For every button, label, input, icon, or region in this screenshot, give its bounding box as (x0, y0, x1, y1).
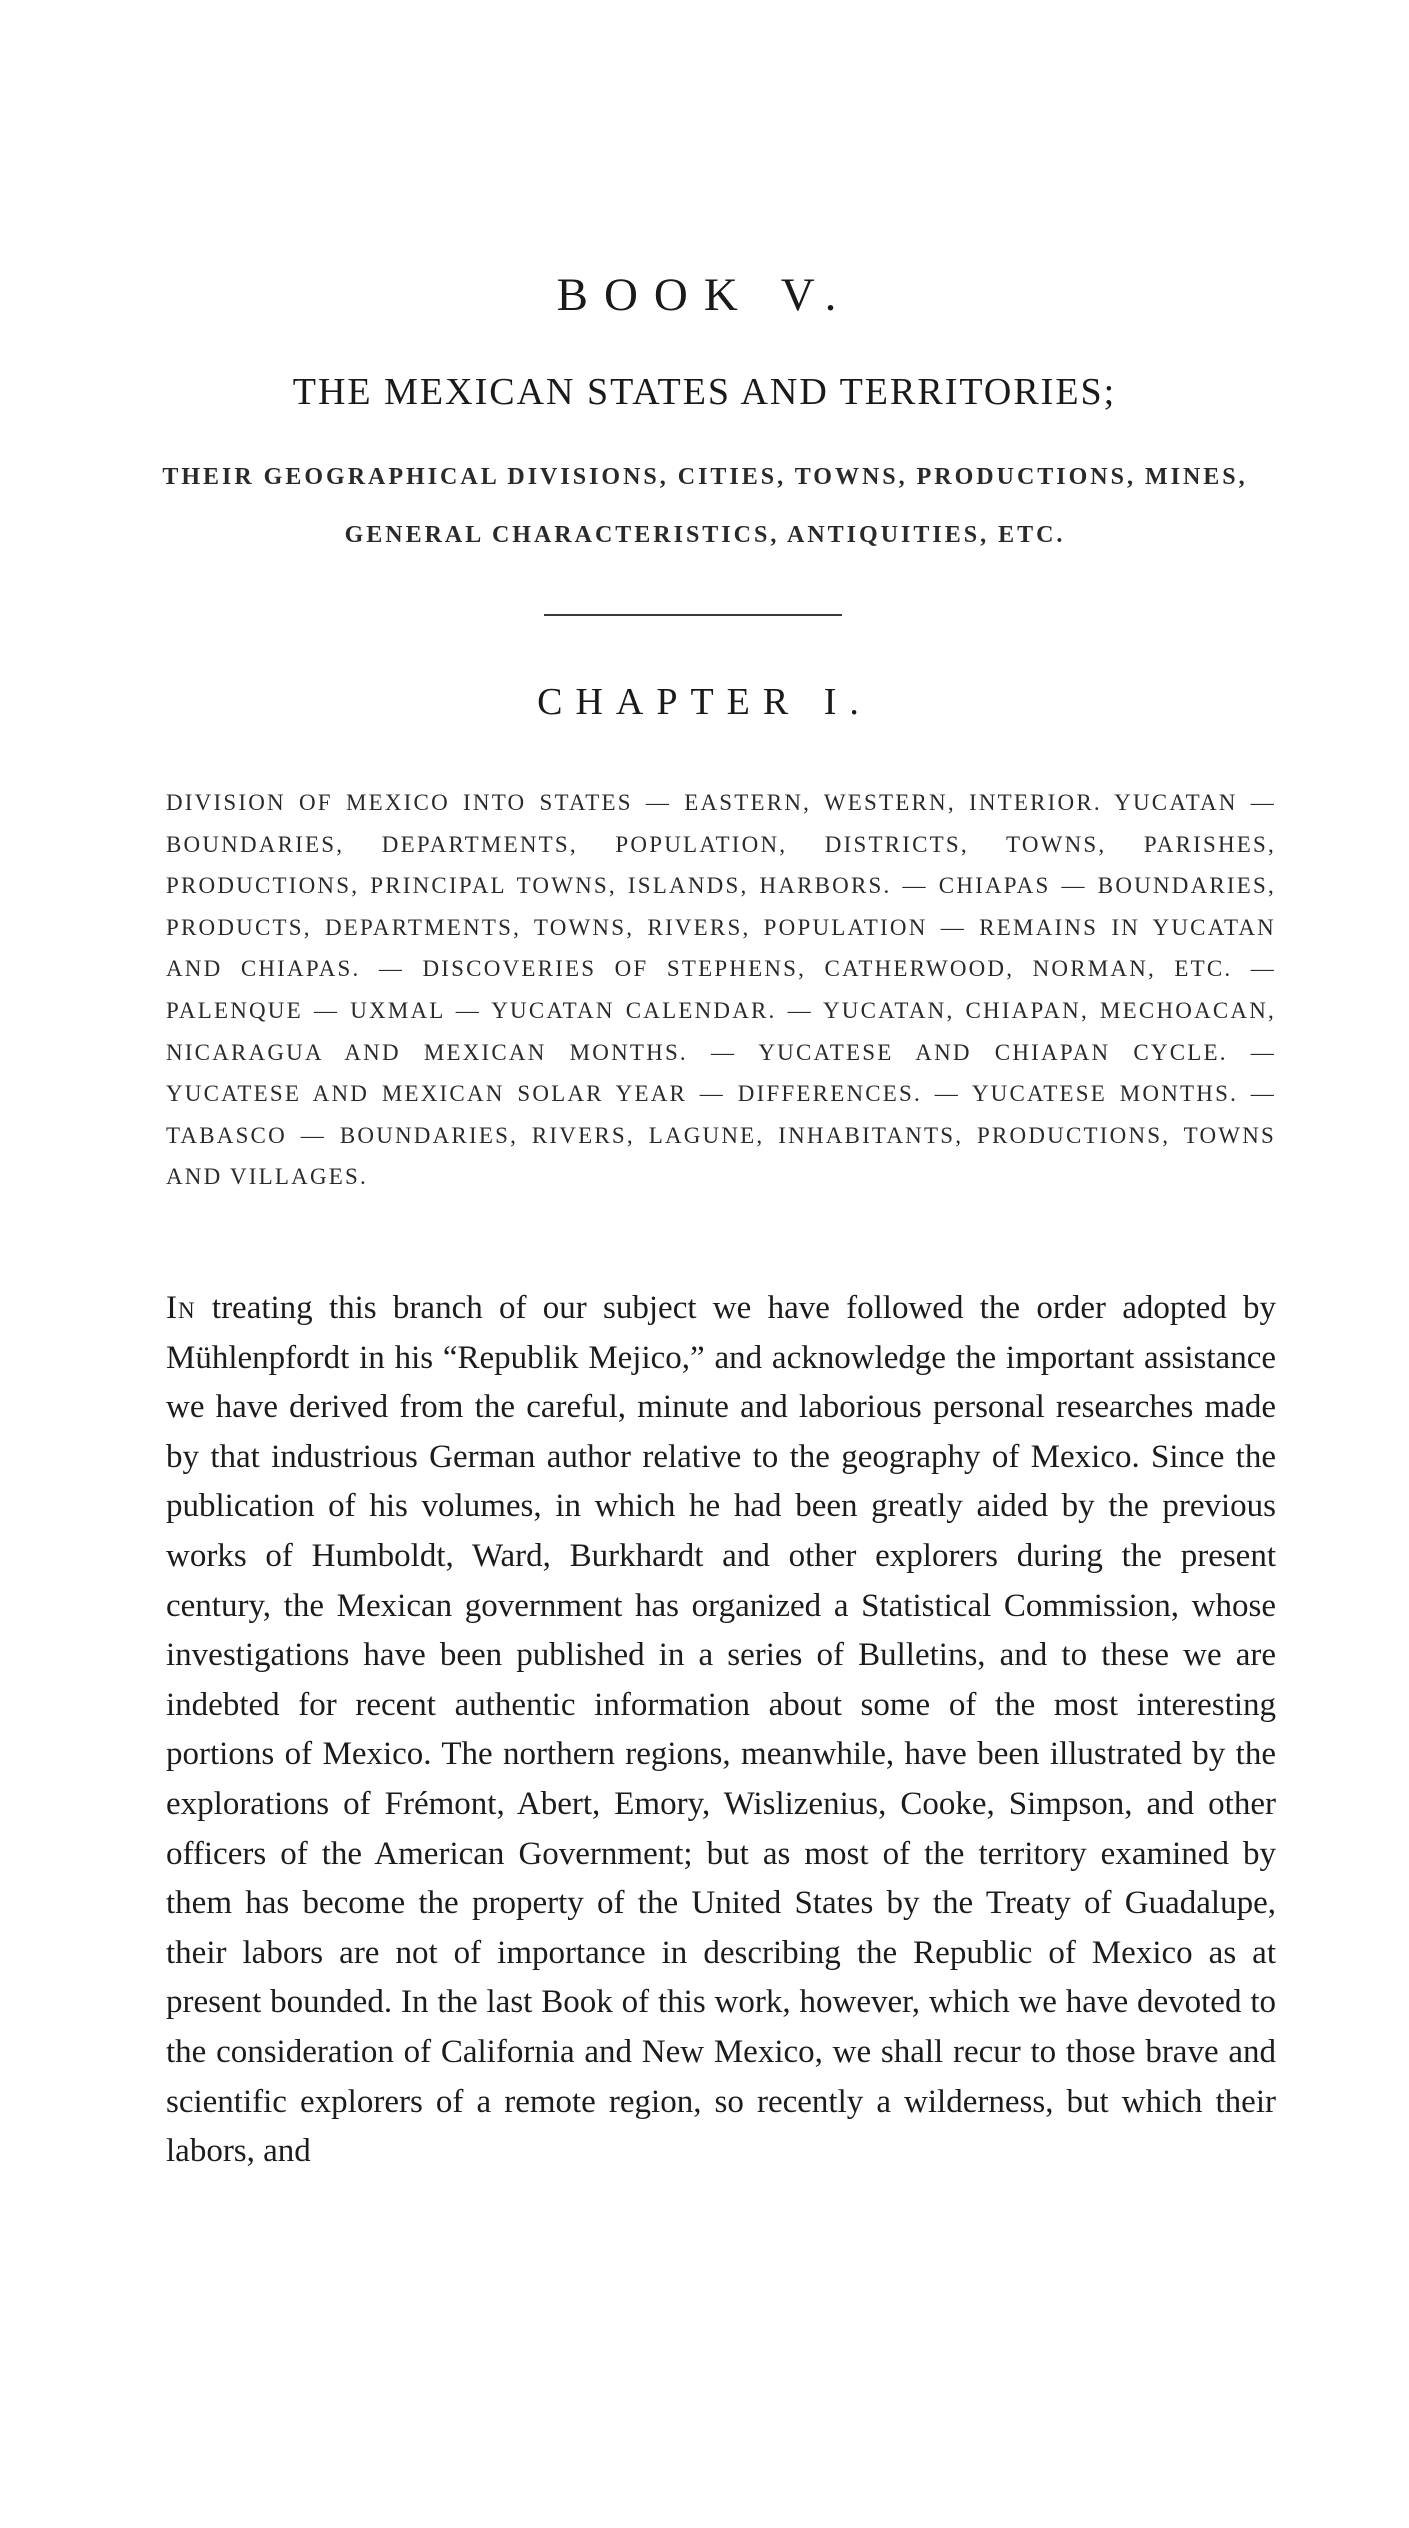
lead-word: In (166, 1290, 196, 1326)
chapter-title: CHAPTER I. (537, 681, 872, 723)
book-subtitle: THE MEXICAN STATES AND TERRITORIES; (292, 371, 1117, 413)
section-divider (544, 614, 842, 616)
book-title: BOOK V. (556, 269, 853, 321)
body-paragraph (166, 1284, 1276, 2177)
body-text: treating this branch of our subject we have followed the order adopted by Mühlenpfordt in his “Republik Mejico,” and acknowledge the important assistance we have derived from the careful, minute and laborious personal researches made by that industrious German author relative to the geography of Mexico. Since the publication of his volumes, in which he had been greatly aided by the previous works of Humboldt, Ward, Burkhardt and other explorers during the present century, the Mexican government has organized a Statistical Commission, whose investigations have been published in a series of Bulletins, and to these we are indebted for recent authentic information about some of the most interesting portions of Mexico. The northern regions, meanwhile, have been illustrated by the explorations of Frémont, Abert, Emory, Wislizenius, Cooke, Simpson, and other officers of the American Government; but as most of the territory examined by them has become the property of the United States by the Treaty of Guadalupe, their labors are not of importance in describing the Republic of Mexico as at present bounded. In the last Book of this work, however, which we have devoted to the consideration of California and New Mexico, we shall recur to those brave and scientific explorers of a remote region, so recently a wilderness, but which their labors, and (166, 1290, 1276, 2170)
book-summary: THEIR GEOGRAPHICAL DIVISIONS, CITIES, TOWNS, PRODUCTIONS, MINES, GENERAL CHARACTERISTICS, ANTIQUITIES, ETC. (162, 464, 1248, 548)
chapter-summary: DIVISION OF MEXICO INTO STATES — EASTERN, WESTERN, INTERIOR. YUCATAN — BOUNDARIES, DEPARTMENTS, POPULATION, DISTRICTS, TOWNS, PARISHES, PRODUCTIONS, PRINCIPAL TOWNS, ISLANDS, HARBORS. — CHIAPAS — BOUNDARIES, PRODUCTS, DEPARTMENTS, TOWNS, RIVERS, POPULATION — REMAINS IN YUCATAN AND CHIAPAS. — DISCOVERIES OF STEPHENS, CATHERWOOD, NORMAN, ETC. — PALENQUE — UXMAL — YUCATAN CALENDAR. — YUCATAN, CHIAPAN, MECHOACAN, NICARAGUA AND MEXICAN MONTHS. — YUCATESE AND CHIAPAN CYCLE. — YUCATESE AND MEXICAN SOLAR YEAR — DIFFERENCES. — YUCATESE MONTHS. — TABASCO — BOUNDARIES, RIVERS, LAGUNE, INHABITANTS, PRODUCTIONS, TOWNS AND VILLAGES. (166, 790, 1276, 1190)
